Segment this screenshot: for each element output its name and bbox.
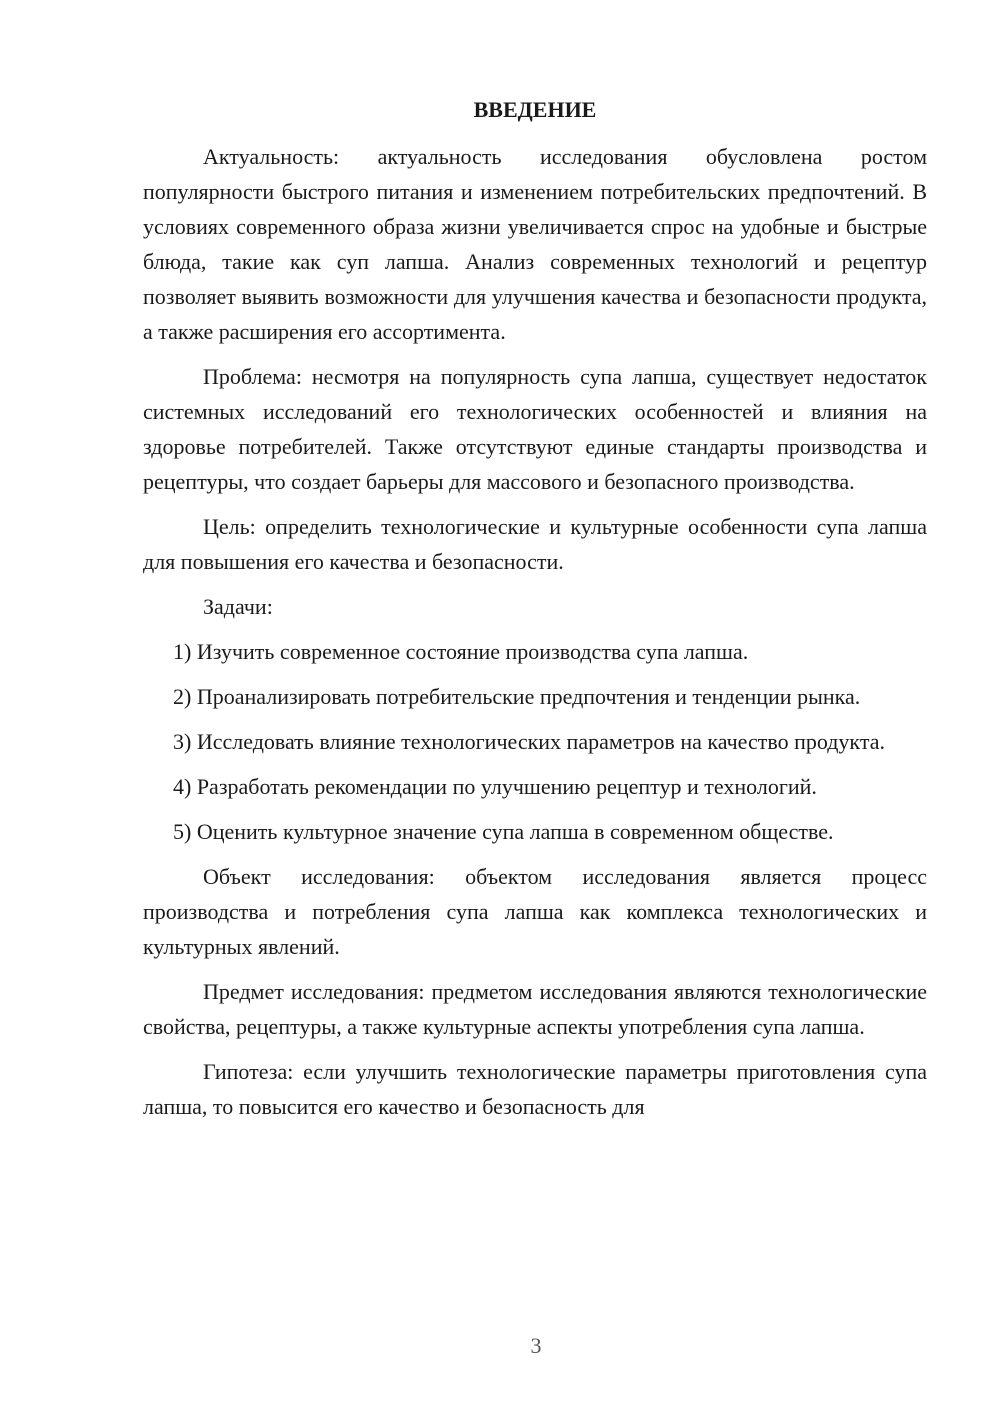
- task-item-2: 2) Проанализировать потребительские предпочтения и тенденции рынка.: [173, 684, 861, 709]
- document-page: [143, 95, 927, 1134]
- page-number: 3: [530, 1333, 542, 1358]
- task-item-3: 3) Исследовать влияние технологических параметров на качество продукта.: [173, 729, 885, 754]
- paragraph-problem: Проблема: несмотря на популярность супа лапша, существует недостаток системных исследований его технологических особенностей и влияния на здоровье потребителей. Также отсутствуют единые стандарты производства и рецептуры, что создает барьеры для массового и безопасного производства.: [143, 364, 927, 494]
- paragraph-relevance: Актуальность: актуальность исследования обусловлена ростом популярности быстрого питания и изменением потребительских предпочтений. В условиях современного образа жизни увеличивается спрос на удобные и быстрые блюда, такие как суп лапша. Анализ современных технологий и рецептур позволяет выявить возможности для улучшения качества и безопасности продукта, а также расширения его ассортимента.: [143, 144, 927, 344]
- paragraph-hypothesis: Гипотеза: если улучшить технологические параметры приготовления супа лапша, то повысится его качество и безопасность для: [143, 1059, 927, 1119]
- page-title: ВВЕДЕНИЕ: [473, 97, 597, 122]
- tasks-heading: Задачи:: [203, 594, 273, 619]
- task-item-4: 4) Разработать рекомендации по улучшению рецептур и технологий.: [173, 774, 817, 799]
- paragraph-goal: Цель: определить технологические и культурные особенности супа лапша для повышения его качества и безопасности.: [143, 514, 927, 574]
- paragraph-subject: Предмет исследования: предметом исследования являются технологические свойства, рецептуры, а также культурные аспекты употребления супа лапша.: [143, 979, 927, 1039]
- paragraph-object: Объект исследования: объектом исследования является процесс производства и потребления супа лапша как комплекса технологических и культурных явлений.: [143, 864, 927, 959]
- task-item-1: 1) Изучить современное состояние производства супа лапша.: [173, 639, 749, 664]
- task-item-5: 5) Оценить культурное значение супа лапша в современном обществе.: [173, 819, 834, 844]
